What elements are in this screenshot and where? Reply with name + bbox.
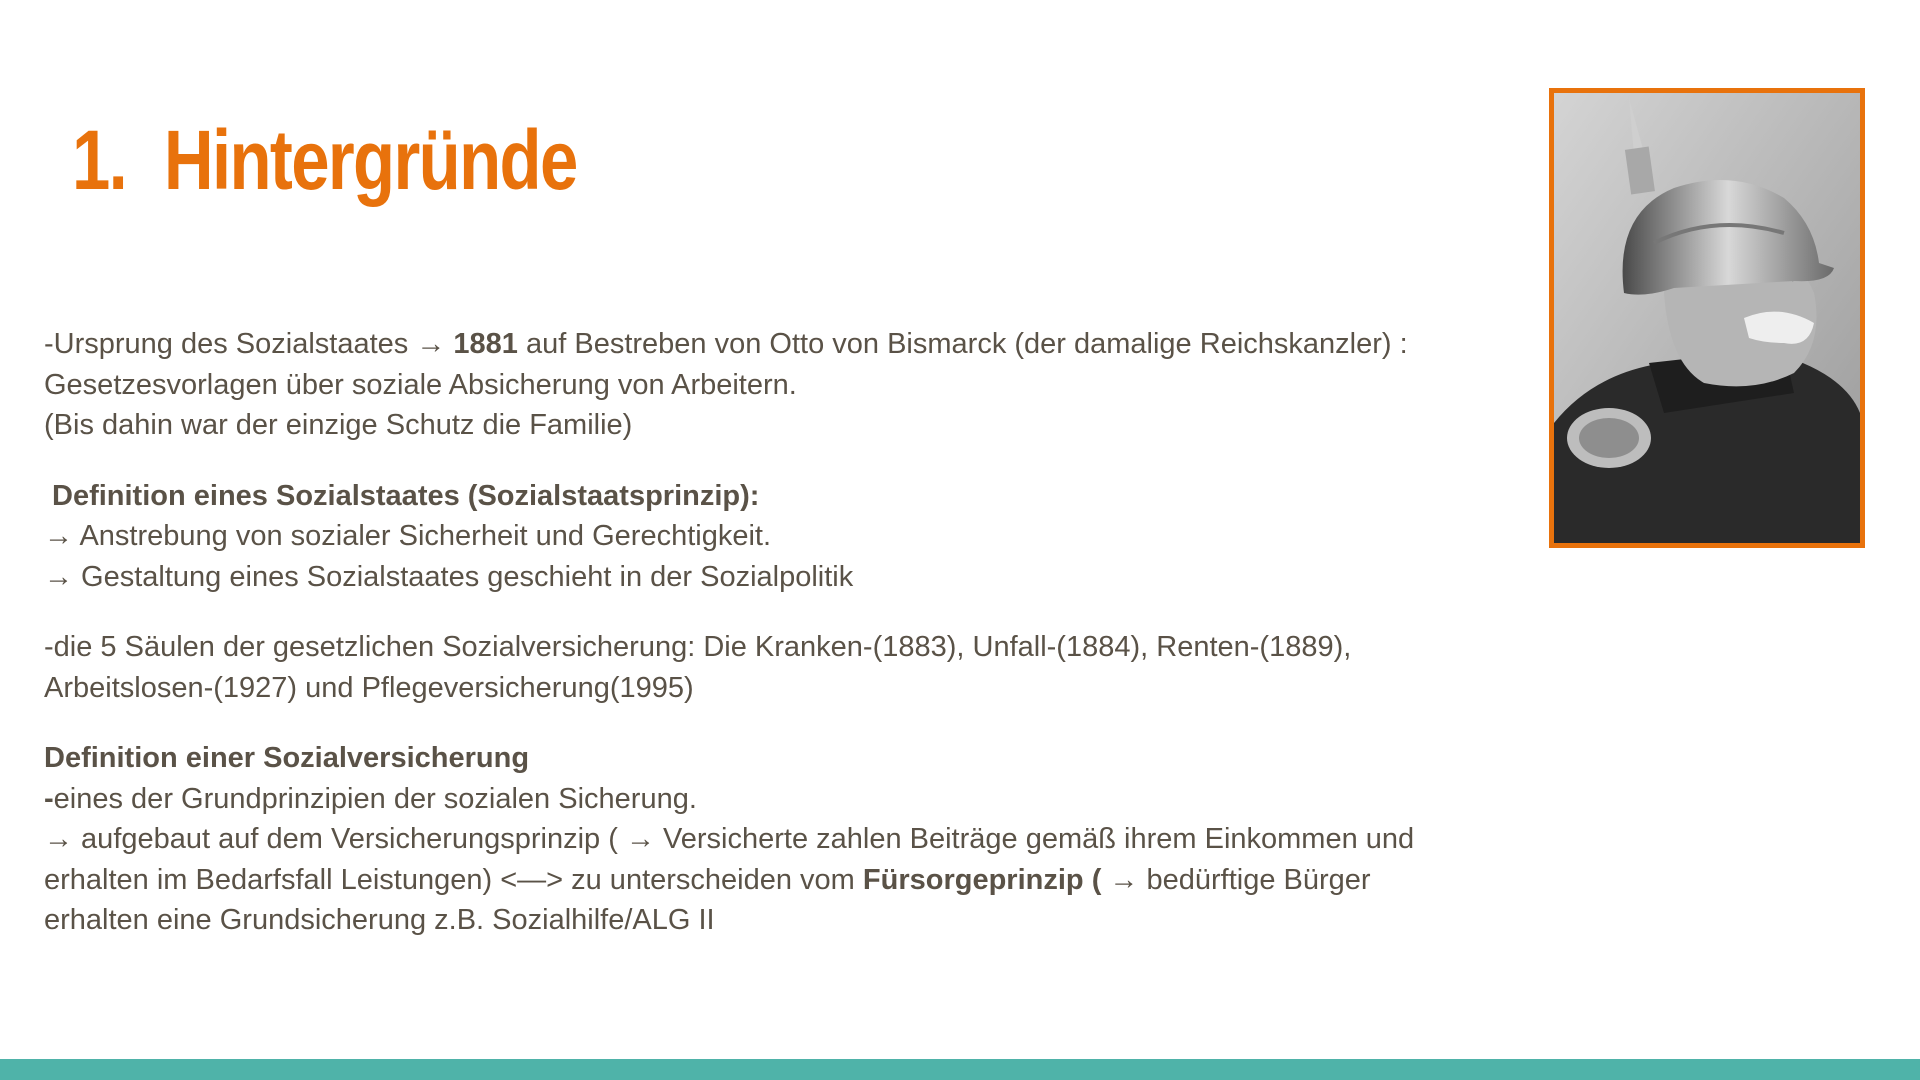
- section-title: Hintergründe: [163, 113, 577, 207]
- content-body: [44, 324, 1524, 971]
- dash-bold: -: [44, 782, 54, 815]
- page-title: [72, 112, 577, 209]
- sozialversicherung-line-2: → aufgebaut auf dem Versicherungsprinzip ( → Versicherte zahlen Beiträge gemäß ihrem Einkommen und: [44, 823, 1415, 855]
- origin-line-3: (Bis dahin war der einzige Schutz die Familie): [44, 409, 633, 441]
- sozialstaat-line-1: → Anstrebung von sozialer Sicherheit und Gerechtigkeit.: [44, 520, 772, 552]
- sozialversicherung-line-3-rest: → bedürftige Bürger: [1101, 863, 1371, 896]
- sozialversicherung-line-3: [44, 860, 1524, 901]
- origin-line-1-text: -Ursprung des Sozialstaates →: [44, 328, 454, 360]
- origin-year: 1881: [453, 328, 518, 360]
- sozialstaat-heading: Definition eines Sozialstaates (Sozialstaatsprinzip):: [52, 479, 760, 512]
- sozialversicherung-heading: Definition einer Sozialversicherung: [44, 742, 530, 774]
- sozialversicherung-line-1: [44, 779, 1524, 820]
- section-number: 1.: [72, 113, 127, 207]
- pillars-line-1: -die 5 Säulen der gesetzlichen Sozialversicherung: Die Kranken-(1883), Unfall-(1884), Renten-(1889),: [44, 631, 1352, 663]
- fuersorgeprinzip-term: Fürsorgeprinzip (: [862, 863, 1102, 896]
- origin-paragraph: [44, 324, 1524, 446]
- sozialversicherung-line-4: erhalten eine Grundsicherung z.B. Sozialhilfe/ALG II: [44, 904, 715, 936]
- origin-line-2: Gesetzesvorlagen über soziale Absicherung von Arbeitern.: [44, 368, 797, 401]
- sozialstaat-line-2: → Gestaltung eines Sozialstaates geschieht in der Sozialpolitik: [44, 560, 854, 593]
- bismarck-portrait: [1549, 88, 1865, 548]
- portrait-image: [1554, 93, 1860, 543]
- origin-line-1: [44, 324, 1524, 365]
- footer-bar: [0, 1059, 1920, 1080]
- origin-line-1-rest: auf Bestreben von Otto von Bismarck (der damalige Reichskanzler) :: [517, 328, 1408, 360]
- pillars-line-2: Arbeitslosen-(1927) und Pflegeversicherung(1995): [44, 671, 694, 704]
- sozialversicherung-definition: [44, 738, 1524, 941]
- sozialversicherung-line-1-text: eines der Grundprinzipien der sozialen Sicherung.: [53, 782, 697, 815]
- sozialversicherung-line-3-text: erhalten im Bedarfsfall Leistungen) <—> zu unterscheiden vom: [44, 863, 863, 896]
- pillars-paragraph: [44, 627, 1524, 708]
- sozialstaat-definition: [44, 476, 1524, 598]
